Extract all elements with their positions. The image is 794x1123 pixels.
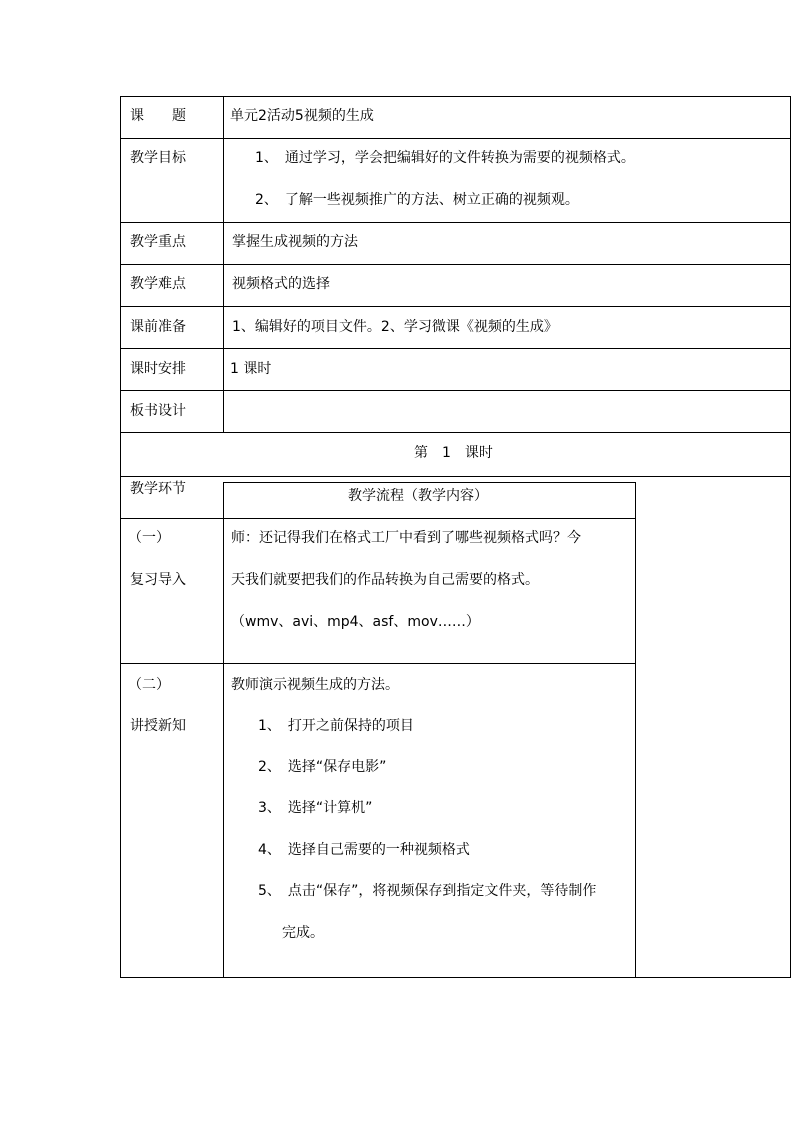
section-number: （一） [128, 530, 170, 546]
step-item: 3、 选择“计算机” [258, 800, 373, 816]
goal-item: 2、 了解一些视频推广的方法、树立正确的视频观。 [255, 192, 579, 208]
row-border [120, 390, 791, 391]
section-number: （二） [128, 677, 170, 693]
section-line: 天我们就要把我们的作品转换为自己需要的格式。 [231, 572, 539, 588]
row-border [120, 518, 636, 519]
col-border [223, 96, 224, 433]
row-label-key: 教学重点 [130, 234, 186, 250]
step-item: 2、 选择“保存电影” [258, 759, 387, 775]
process-col2-header: 教学流程（教学内容） [348, 488, 488, 504]
row-border [120, 264, 791, 265]
row-label-goals: 教学目标 [130, 150, 186, 166]
row-value-topic: 单元2活动5视频的生成 [230, 108, 374, 124]
row-label-schedule: 课时安排 [130, 361, 186, 377]
step-item-continued: 完成。 [282, 925, 324, 941]
step-item: 4、 选择自己需要的一种视频格式 [258, 842, 470, 858]
process-col1-header: 教学环节 [130, 481, 186, 497]
step-item: 1、 打开之前保持的项目 [258, 718, 414, 734]
row-label-topic: 课 题 [130, 108, 186, 124]
row-border [223, 482, 636, 483]
row-label-preparation: 课前准备 [130, 319, 186, 335]
section-line: （wmv、avi、mp4、asf、mov……） [231, 614, 480, 630]
row-border [120, 432, 791, 433]
section-name: 讲授新知 [130, 718, 186, 734]
row-label-difficulty: 教学难点 [130, 276, 186, 292]
section-name: 复习导入 [130, 572, 186, 588]
section-line: 师：还记得我们在格式工厂中看到了哪些视频格式吗？今 [231, 530, 581, 546]
col-border [635, 482, 636, 978]
row-label-board: 板书设计 [130, 403, 186, 419]
row-border [120, 96, 791, 97]
lesson-plan-table [120, 96, 791, 978]
step-item: 5、 点击“保存”，将视频保存到指定文件夹，等待制作 [258, 883, 597, 899]
row-border [120, 977, 791, 978]
row-border [120, 476, 791, 477]
col-border [790, 96, 791, 978]
row-value-difficulty: 视频格式的选择 [232, 276, 330, 292]
row-border [120, 663, 636, 664]
col-border [223, 482, 224, 978]
lesson-header: 第 1 课时 [414, 445, 493, 461]
row-value-preparation: 1、编辑好的项目文件。2、学习微课《视频的生成》 [232, 319, 558, 335]
row-border [120, 222, 791, 223]
row-border [120, 348, 791, 349]
goal-item: 1、 通过学习，学会把编辑好的文件转换为需要的视频格式。 [255, 150, 635, 166]
row-value-key: 掌握生成视频的方法 [232, 234, 358, 250]
col-border [120, 96, 121, 978]
row-border [120, 138, 791, 139]
section-intro: 教师演示视频生成的方法。 [231, 677, 399, 693]
row-value-schedule: 1 课时 [230, 361, 272, 377]
row-border [120, 306, 791, 307]
